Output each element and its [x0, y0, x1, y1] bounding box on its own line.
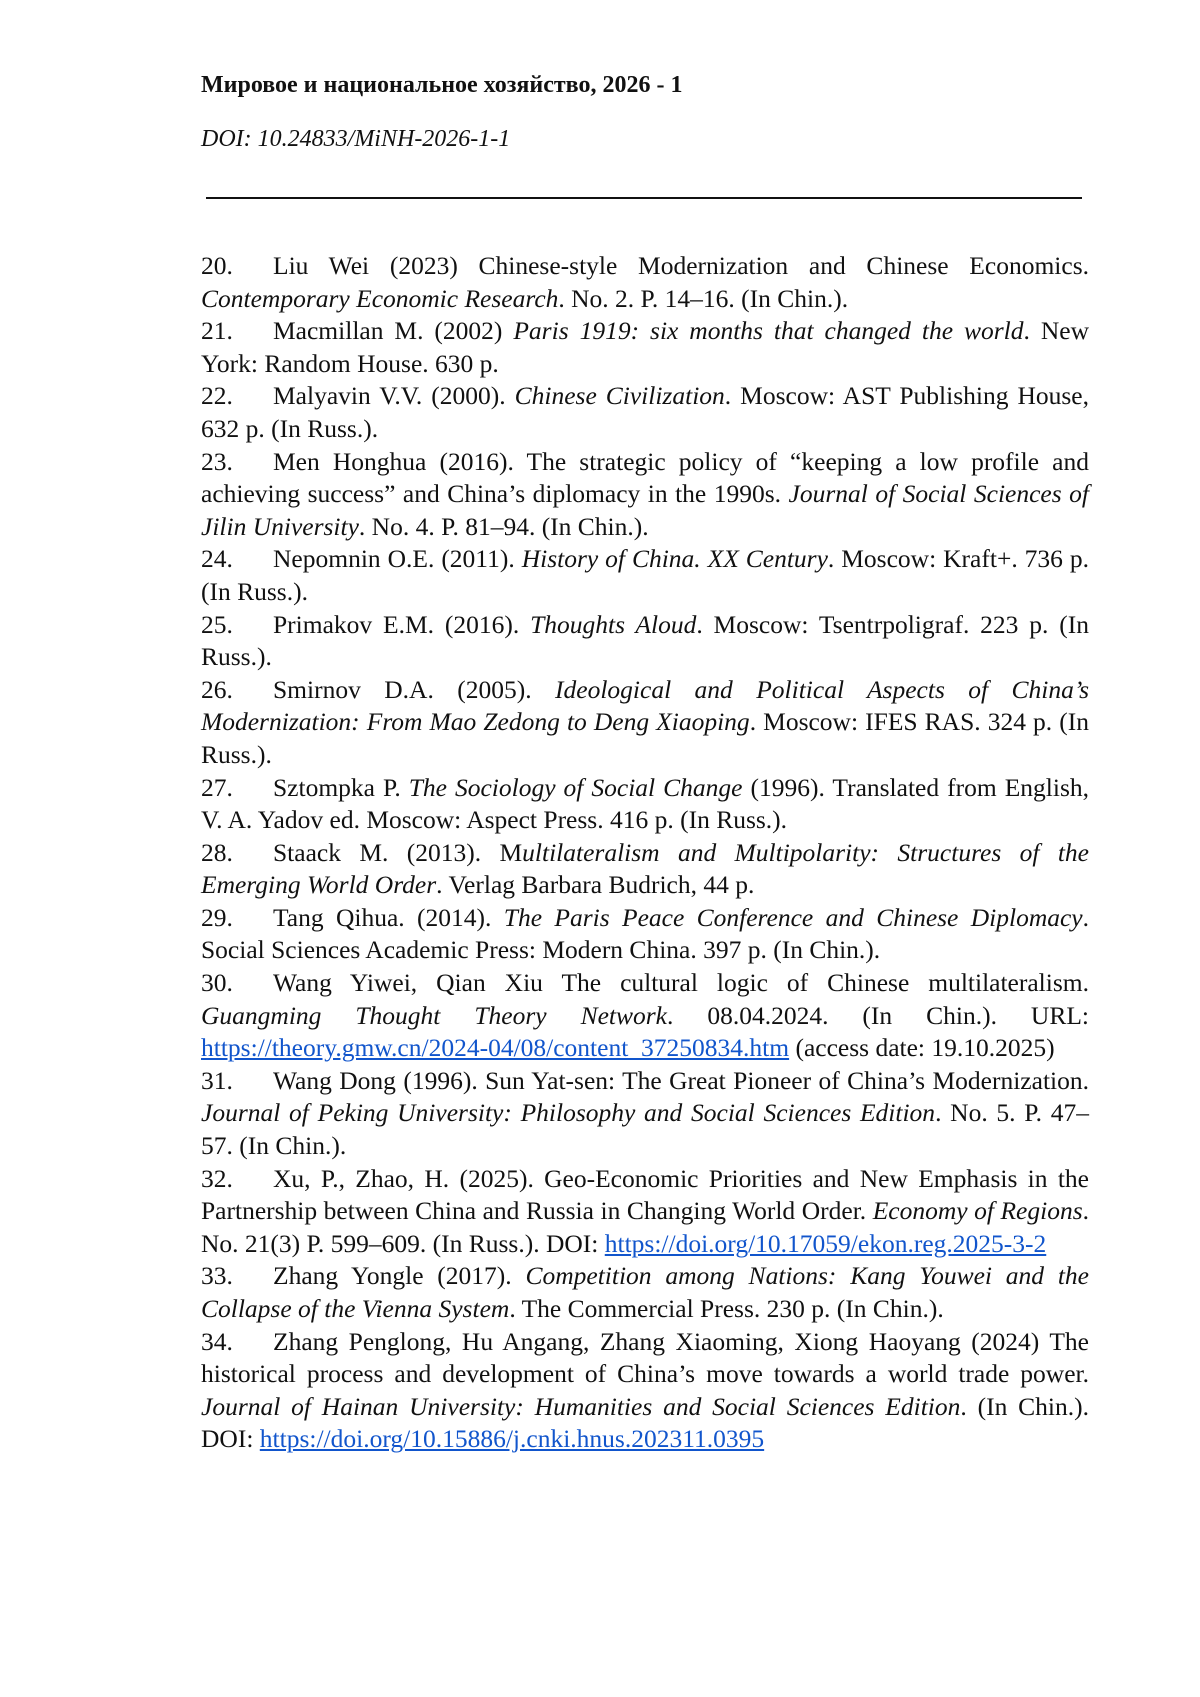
reference-number: 33. [201, 1261, 233, 1291]
reference-text: . Verlag Barbara Budrich, 44 p. [436, 870, 755, 900]
reference-item [201, 543, 1089, 608]
reference-number: 26. [201, 674, 233, 704]
reference-item [201, 609, 1089, 674]
reference-italic-title: Paris 1919: six months that changed the world [513, 316, 1024, 346]
reference-text: (access date: 19.10.2025) [789, 1033, 1055, 1063]
reference-number: 24. [201, 544, 233, 574]
reference-number: 22. [201, 381, 233, 411]
reference-text: . (In Chin.). DOI: [201, 1391, 1089, 1454]
reference-italic-title: The Sociology of Social Change [408, 772, 743, 802]
reference-text: . Moscow: IFES RAS. 324 p. (In Russ.). [201, 707, 1089, 769]
reference-text: . No. 5. P. 47–57. (In Chin.). [201, 1098, 1089, 1161]
reference-number: 20. [201, 251, 233, 280]
reference-text: Nepomnin O.E. (2011). [273, 544, 522, 574]
reference-item [201, 967, 1089, 1065]
reference-item [201, 1065, 1089, 1163]
reference-list [201, 250, 1089, 1456]
reference-text: Men Honghua (2016). The strategic policy of “keeping a low profile and achieving success” and China’s diplomacy in the 1990s. [201, 446, 1089, 509]
reference-text: . No. 21(3) P. 599–609. (In Russ.). DOI: [201, 1196, 1089, 1258]
reference-item [201, 902, 1089, 967]
reference-italic-title: Guangming Thought Theory Network [201, 1000, 667, 1030]
reference-number: 27. [201, 772, 233, 802]
reference-italic-title: Journal of Hainan University: Humanities and Social Sciences Edition [201, 1391, 961, 1421]
reference-italic-title: Contemporary Economic Research [201, 283, 559, 313]
reference-italic-title: Ideological and Political Aspects of China’s Modernization: From Mao Zedong to Deng Xiaoping [201, 674, 1089, 737]
reference-number: 28. [201, 837, 233, 867]
reference-italic-title: Thoughts Aloud [530, 609, 697, 639]
reference-text: (1996). Translated from English, V. A. Yadov ed. Moscow: Aspect Press. 416 p. (In Russ.). [201, 772, 1089, 835]
reference-item [201, 446, 1089, 544]
reference-text: Wang Yiwei, Qian Xiu The cultural logic of Chinese multilateralism. [273, 968, 1089, 998]
reference-italic-title: Competition among Nations: Kang Youwei and the Collapse of the Vienna System [201, 1261, 1089, 1323]
reference-text: Wang Dong (1996). Sun Yat-sen: The Great Pioneer of China’s Modernization. [273, 1065, 1089, 1095]
reference-italic-title: Economy of Regions [872, 1196, 1083, 1226]
reference-text: Zhang Yongle (2017). [273, 1261, 526, 1291]
reference-italic-title: ultilateralism and Multipolarity: Structures of the Emerging World Order [201, 837, 1089, 900]
reference-item [201, 315, 1089, 380]
reference-link[interactable]: https://theory.gmw.cn/2024-04/08/content_37250834.htm [201, 1033, 790, 1063]
reference-item [201, 1260, 1089, 1325]
reference-text: . The Commercial Press. 230 p. (In Chin.). [509, 1294, 944, 1323]
reference-text: Zhang Penglong, Hu Angang, Zhang Xiaoming, Xiong Haoyang (2024) The historical process and development of China’s move towards a world trade power. [201, 1326, 1089, 1389]
reference-text: . Moscow: AST Publishing House, 632 p. (In Russ.). [201, 381, 1089, 443]
reference-italic-title: History of China. XX Century [521, 544, 828, 574]
reference-number: 31. [201, 1065, 233, 1095]
reference-italic-title: Journal of Peking University: Philosophy and Social Sciences Edition [201, 1098, 936, 1128]
journal-title: Мировое и национальное хозяйство, 2026 - 1 [201, 72, 683, 98]
reference-item [201, 772, 1089, 837]
reference-text: Primakov E.M. (2016). [273, 609, 531, 639]
reference-number: 32. [201, 1163, 233, 1193]
reference-text: Macmillan M. (2002) [273, 316, 514, 346]
reference-italic-title: Journal of Social Sciences of Jilin University [201, 479, 1089, 541]
reference-item [201, 380, 1089, 445]
reference-italic-title: Chinese Civilization [514, 381, 725, 411]
reference-item [201, 837, 1089, 902]
reference-number: 21. [201, 316, 233, 346]
reference-number: 25. [201, 609, 233, 639]
reference-text: . Social Sciences Academic Press: Modern China. 397 p. (In Chin.). [201, 902, 1089, 965]
reference-text: Tang Qihua. (2014). [273, 902, 504, 932]
reference-text: . 08.04.2024. (In Chin.). URL: [666, 1000, 1089, 1030]
header-divider [206, 197, 1082, 199]
reference-text: Sztompka P. [273, 772, 409, 802]
reference-italic-title: The Paris Peace Conference and Chinese Diplomacy [503, 902, 1083, 932]
reference-item [201, 250, 1089, 315]
reference-text: Malyavin V.V. (2000). [273, 381, 515, 411]
reference-text: Liu Wei (2023) Chinese-style Modernization and Chinese Economics. [273, 251, 1089, 280]
reference-number: 30. [201, 968, 233, 998]
reference-number: 23. [201, 446, 233, 476]
reference-text: . Moscow: Kraft+. 736 p. (In Russ.). [201, 544, 1089, 606]
reference-text: . No. 2. P. 14–16. (In Chin.). [558, 283, 849, 313]
reference-text: Staack M. (2013). M [273, 837, 523, 867]
reference-text: . New York: Random House. 630 p. [201, 316, 1089, 378]
reference-number: 29. [201, 902, 233, 932]
reference-item [201, 674, 1089, 772]
doi-line: DOI: 10.24833/MiNH-2026-1-1 [201, 126, 511, 152]
reference-link[interactable]: https://doi.org/10.15886/j.cnki.hnus.202311.0395 [259, 1424, 765, 1454]
reference-text: Smirnov D.A. (2005). [273, 674, 556, 704]
reference-item [201, 1163, 1089, 1261]
reference-item [201, 1326, 1089, 1456]
reference-text: . No. 4. P. 81–94. (In Chin.). [358, 511, 649, 541]
reference-number: 34. [201, 1326, 233, 1356]
reference-text: Xu, P., Zhao, H. (2025). Geo-Economic Priorities and New Emphasis in the Partnership between China and Russia in Changing World Order. [201, 1163, 1089, 1226]
reference-link[interactable]: https://doi.org/10.17059/ekon.reg.2025-3-2 [604, 1228, 1047, 1258]
reference-text: . Moscow: Tsentrpoligraf. 223 p. (In Russ.). [201, 609, 1089, 672]
